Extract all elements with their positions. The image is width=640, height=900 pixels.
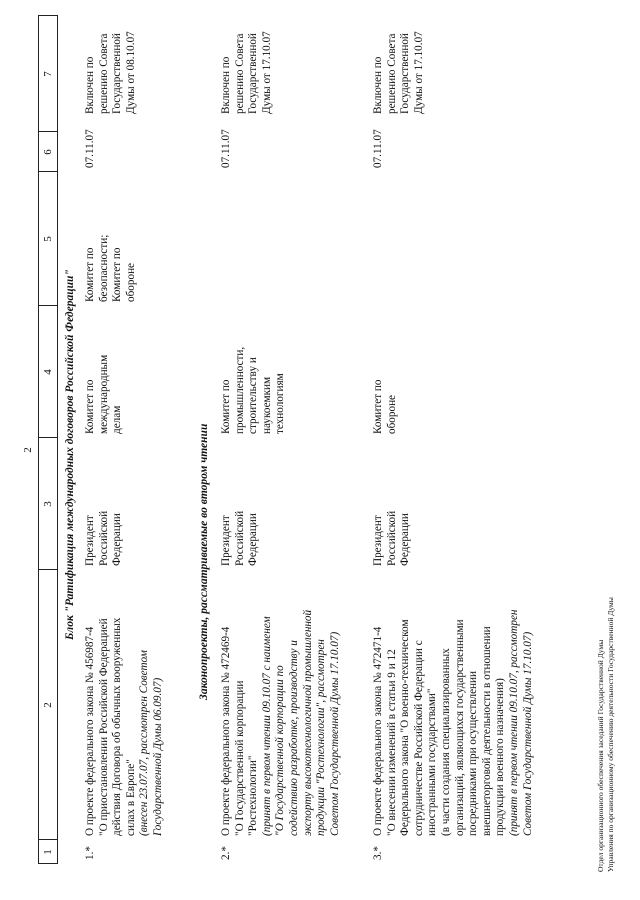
note-line: Включен по — [372, 56, 384, 114]
desc-line: посредниками при осуществлении — [467, 670, 480, 836]
desc-line: силах в Европе" — [124, 759, 137, 836]
col-header-3: 3 — [42, 501, 54, 507]
desc-line: (в части создания специализированных — [439, 648, 452, 836]
committee-line: промышленности, — [233, 346, 246, 434]
row-2-description — [220, 572, 342, 836]
co-committee-line: Комитет по — [111, 247, 124, 302]
desc-line: внешнеторговой деятельности в отношении — [480, 626, 493, 836]
co-committee-line: Комитет по — [84, 247, 96, 302]
col-header-1: 1 — [42, 849, 54, 855]
desc-line: организаций, являющихся государственными — [453, 619, 466, 836]
desc-line: "О внесении изменений в статьи 9 и 12 — [385, 649, 398, 836]
header-top-border — [38, 16, 39, 864]
author-line: Российской — [97, 510, 110, 566]
desc-line: иностранными государствами" — [426, 688, 439, 836]
desc-italic-line: Советом Государственной Думы 17.10.07) — [521, 631, 534, 836]
note-line: Государственной — [111, 33, 124, 114]
section-title-second-reading: Законопроекты, рассматриваемые во втором чтении — [198, 423, 210, 700]
desc-line: О проекте федерального закона № 472471-4 — [372, 626, 384, 836]
row-3-date: 07.11.07 — [372, 129, 384, 168]
section-title-ratification: Блок "Ратификация международных договоров Российской Федерации" — [64, 269, 76, 640]
committee-line: Комитет по — [220, 379, 232, 434]
row-1-note — [84, 14, 138, 114]
note-line: Государственной — [247, 33, 260, 114]
desc-italic-line: (внесен 23.07.07, рассмотрен Советом — [138, 650, 151, 836]
author-line: Федерации — [399, 513, 412, 566]
co-committee-line: безопасности; — [97, 234, 110, 302]
committee-line: обороне — [385, 394, 398, 434]
desc-line: Федерального закона "О военно-техническом — [399, 619, 412, 836]
row-1-number: 1.* — [84, 846, 96, 860]
desc-italic-line: Советом Государственной Думы 17.10.07) — [328, 631, 341, 836]
note-line: Включен по — [220, 56, 232, 114]
row-1-committee — [84, 310, 125, 434]
col-header-6: 6 — [42, 149, 54, 155]
note-line: Государственной — [399, 33, 412, 114]
row-3-note — [372, 14, 426, 114]
row-1-author — [84, 442, 125, 566]
col-header-7: 7 — [42, 71, 54, 77]
col-header-2: 2 — [42, 702, 54, 708]
desc-line: "О приостановлении Российской Федерацией — [97, 618, 110, 836]
author-line: Российской — [233, 510, 246, 566]
note-line: решению Совета — [233, 33, 246, 114]
author-line: Президент — [84, 515, 96, 566]
committee-line: международным — [97, 354, 110, 434]
row-2-committee — [220, 310, 288, 434]
note-line: Думы от 17.10.07 — [412, 31, 425, 114]
desc-italic-line: (принят в первом чтении 09.10.07, рассмотрен — [507, 609, 520, 836]
col-header-5: 5 — [42, 236, 54, 242]
row-1-co-committee — [84, 176, 138, 302]
col-header-4: 4 — [42, 369, 54, 375]
page-number: 2 — [22, 447, 34, 453]
row-2-number: 2.* — [220, 846, 232, 860]
footer-line: Управления по организационному обеспечению деятельности Государственной Думы — [605, 597, 615, 872]
row-2-note — [220, 14, 274, 114]
author-line: Президент — [220, 515, 232, 566]
desc-line: продукции военного назначения) — [494, 678, 507, 836]
desc-line: "Ростехнологии" — [247, 755, 260, 836]
desc-italic-line: продукции "Ростехнологии", рассмотрен — [315, 639, 328, 836]
desc-italic-line: Государственной Думы 06.09.07) — [151, 677, 164, 836]
header-bottom-border — [57, 16, 58, 864]
row-3-number: 3.* — [372, 846, 384, 860]
desc-italic-line: "О Государственной корпорации по — [274, 665, 287, 836]
committee-line: технологиям — [274, 373, 287, 434]
desc-line: О проекте федерального закона № 472469-4 — [220, 626, 232, 836]
row-3-author — [372, 442, 413, 566]
row-3-description — [372, 572, 535, 836]
committee-line: Комитет по — [84, 379, 96, 434]
desc-italic-line: экспорту высокотехнологичной промышленной — [301, 609, 314, 836]
committee-line: Комитет по — [372, 379, 384, 434]
committee-line: наукоемким — [260, 376, 273, 434]
author-line: Федерации — [247, 513, 260, 566]
footer — [596, 597, 615, 872]
note-line: решению Совета — [97, 33, 110, 114]
desc-italic-line: (принят в первом чтении 09.10.07 с наименем — [260, 616, 273, 836]
desc-line: "О Государственной корпорации — [233, 680, 246, 836]
desc-line: действия Договора об обычных вооруженных — [111, 617, 124, 836]
note-line: решению Совета — [385, 33, 398, 114]
author-line: Федерации — [111, 513, 124, 566]
row-1-date: 07.11.07 — [84, 129, 96, 168]
row-2-date: 07.11.07 — [220, 129, 232, 168]
desc-line: О проекте федерального закона № 456987-4 — [84, 626, 96, 836]
note-line: Думы от 17.10.07 — [260, 31, 273, 114]
row-3-committee — [372, 310, 399, 434]
author-line: Российской — [385, 510, 398, 566]
desc-line: сотрудничестве Российской Федерации с — [412, 640, 425, 836]
row-1-description — [84, 572, 166, 836]
footer-line: Отдел организационного обеспечения заседаний Государственной Думы — [596, 639, 605, 872]
committee-line: делам — [111, 405, 124, 434]
row-2-author — [220, 442, 261, 566]
co-committee-line: обороне — [124, 262, 137, 302]
desc-italic-line: содействию разработке, производству и — [287, 640, 300, 836]
note-line: Включен по — [84, 56, 96, 114]
note-line: Думы от 08.10.07 — [124, 31, 137, 114]
author-line: Президент — [372, 515, 384, 566]
committee-line: строительству и — [247, 357, 260, 434]
